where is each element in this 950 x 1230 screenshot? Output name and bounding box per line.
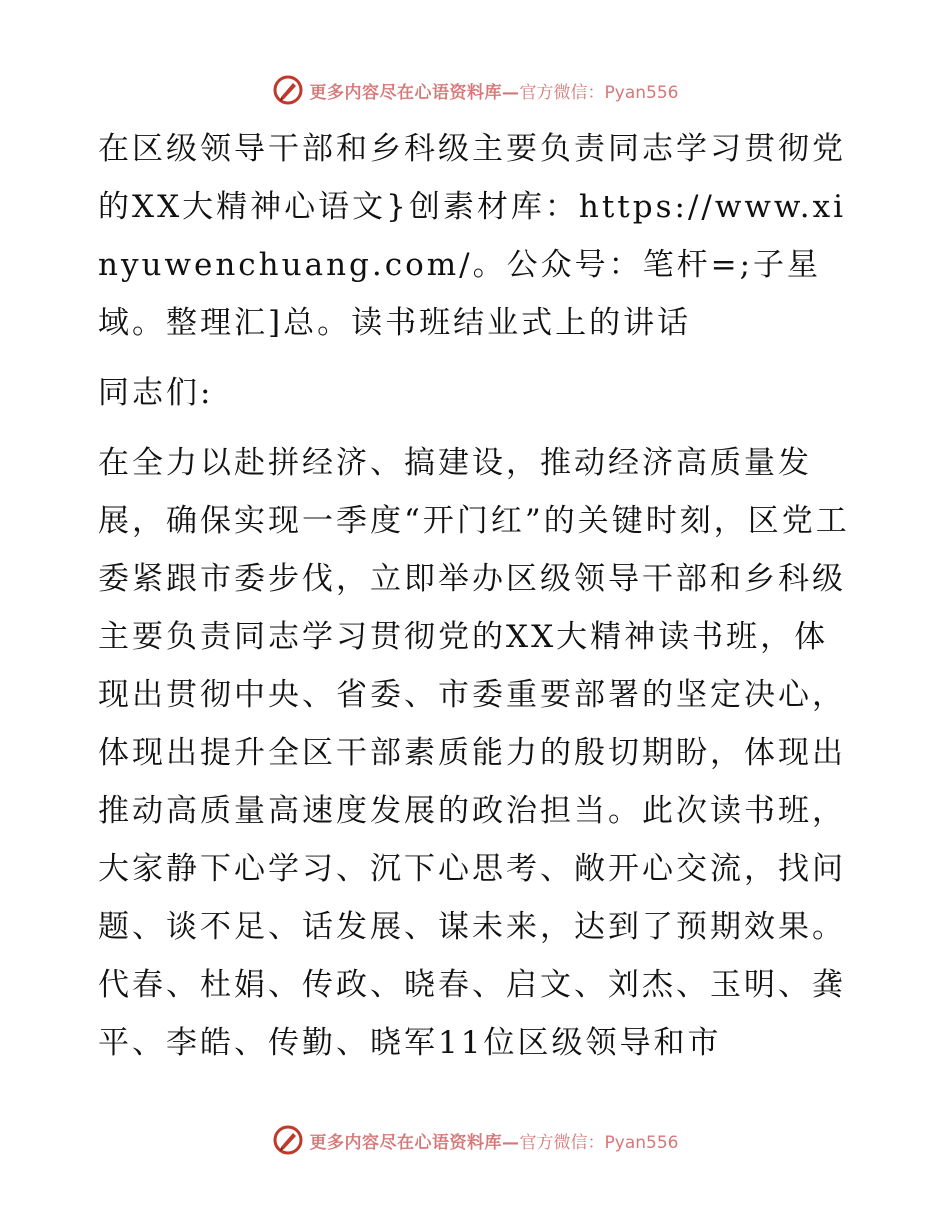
document-greeting: 同志们: <box>98 375 214 411</box>
footer-banner <box>0 1120 950 1160</box>
header-banner <box>0 70 950 110</box>
pen-logo-icon <box>272 74 304 106</box>
pen-logo-icon <box>272 1124 304 1156</box>
document-body <box>98 120 850 1072</box>
document-title: 在区级领导干部和乡科级主要负责同志学习贯彻党的XX大精神心语文}创素材库：https://www.xinyuwenchuang.com/。公众号：笔杆=;子星域。整理汇]总。读书班结业式上的讲话 <box>98 131 847 341</box>
header-banner-contact: 官方微信：Pyan556 <box>519 82 679 103</box>
footer-banner-text: 更多内容尽在心语资料库— <box>309 1132 520 1153</box>
header-banner-text: 更多内容尽在心语资料库— <box>309 82 520 103</box>
footer-banner-contact: 官方微信：Pyan556 <box>519 1132 679 1153</box>
document-paragraph: 在全力以赴拼经济、搞建设，推动经济高质量发展，确保实现一季度“开门红”的关键时刻，区党工委紧跟市委步伐，立即举办区级领导干部和乡科级主要负责同志学习贯彻党的XX大精神读书班，体现出贯彻中央、省委、市委重要部署的坚定决心，体现出提升全区干部素质能力的殷切期盼，体现出推动高质量高速度发展的政治担当。此次读书班，大家静下心学习、沉下心思考、敞开心交流，找问题、谈不足、话发展、谋未来，达到了预期效果。代春、杜娟、传政、晓春、启文、刘杰、玉明、龚平、李皓、传勤、晓军11位区级领导和市 <box>98 445 850 1061</box>
